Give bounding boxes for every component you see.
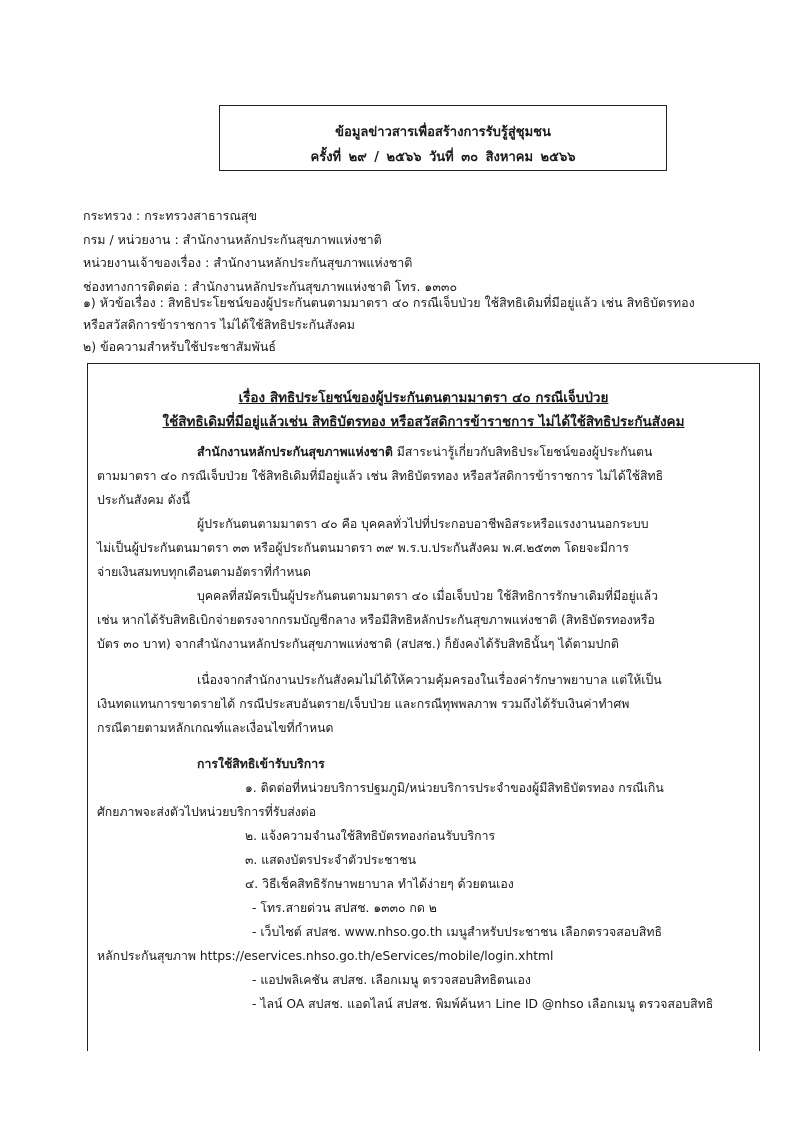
paragraph-1-line-2: ตามมาตรา ๔๐ กรณีเจ็บป่วย ใช้สิทธิเดิมที่มีอยู่แล้ว เช่น สิทธิบัตรทอง หรือสวัสดิการข้าราชการ ไม่ได้ใช้สิทธิ — [97, 469, 664, 483]
meta-department: กรม / หน่วยงาน : สำนักงานหลักประกันสุขภาพแห่งชาติ — [83, 231, 382, 247]
header-box — [219, 105, 667, 171]
service-item-2: ๒. แจ้งความจำนงใช้สิทธิบัตรทองก่อนรับบริการ — [245, 829, 496, 843]
paragraph-4-line-1: เนื่องจากสำนักงานประกันสังคมไม่ได้ให้ความคุ้มครองในเรื่องค่ารักษาพยาบาล แต่ให้เป็น — [197, 673, 662, 687]
check-channel-website: - เว็บไซต์ สปสช. www.nhso.go.th เมนูสำหรับประชาชน เลือกตรวจสอบสิทธิ — [252, 925, 663, 939]
meta-block — [83, 204, 457, 298]
header-title: ข้อมูลข่าวสารเพื่อสร้างการรับรู้สู่ชุมชน — [335, 125, 551, 140]
topic-item-1-cont: หรือสวัสดิการข้าราชการ ไม่ได้ใช้สิทธิประกันสังคม — [83, 317, 356, 332]
service-item-3: ๓. แสดงบัตรประจำตัวประชาชน — [245, 853, 417, 867]
paragraph-4-line-3: กรณีตายตามหลักเกณฑ์และเงื่อนไขที่กำหนด — [97, 721, 334, 735]
service-item-4: ๔. วิธีเช็คสิทธิรักษาพยาบาล ทำได้ง่ายๆ ด้วยตนเอง — [245, 877, 514, 891]
paragraph-1-text: มีสาระน่ารู้เกี่ยวกับสิทธิประโยชน์ของผู้ประกันตน — [392, 445, 653, 459]
meta-owner: หน่วยงานเจ้าของเรื่อง : สำนักงานหลักประกันสุขภาพแห่งชาติ — [83, 255, 413, 270]
check-channel-phone: - โทร.สายด่วน สปสช. ๑๓๓๐ กด ๒ — [252, 901, 437, 915]
check-channel-app: - แอปพลิเคชัน สปสช. เลือกเมนู ตรวจสอบสิทธิตนเอง — [252, 973, 531, 987]
paragraph-1-line-3: ประกันสังคม ดังนี้ — [97, 493, 191, 507]
services-heading — [97, 752, 747, 776]
paragraph-2-line-1: ผู้ประกันตนตามมาตรา ๔๐ คือ บุคคลทั่วไปที่ประกอบอาชีพอิสระหรือแรงงานนอกระบบ — [197, 517, 649, 531]
service-item-1: ๑. ติดต่อที่หน่วยบริการปฐมภูมิ/หน่วยบริการประจำของผู้มีสิทธิบัตรทอง กรณีเกิน — [245, 781, 664, 795]
paragraph-4-line-2: เงินทดแทนการขาดรายได้ กรณีประสบอันตราย/เจ็บป่วย และกรณีทุพพลภาพ รวมถึงได้รับเงินค่าทำศพ — [97, 697, 630, 711]
topic-item-2: ๒) ข้อความสำหรับใช้ประชาสัมพันธ์ — [83, 339, 277, 354]
paragraph-3-line-1: บุคคลที่สมัครเป็นผู้ประกันตนตามมาตรา ๔๐ เมื่อเจ็บป่วย ใช้สิทธิการรักษาเดิมที่มีอยู่แล้ว — [197, 589, 659, 603]
paragraph-2-line-3: จ่ายเงินสมทบทุกเดือนตามอัตราที่กำหนด — [97, 565, 311, 579]
service-item-1-cont: ศักยภาพจะส่งตัวไปหน่วยบริการที่รับส่งต่อ — [97, 805, 317, 819]
article-body — [97, 440, 747, 1016]
meta-contact: ช่องทางการติดต่อ : สำนักงานหลักประกันสุขภาพแห่งชาติ โทร. ๑๓๓๐ — [83, 278, 458, 294]
meta-ministry: กระทรวง : กระทรวงสาธารณสุข — [83, 208, 258, 223]
paragraph-1-lead: สำนักงานหลักประกันสุขภาพแห่งชาติ — [197, 445, 393, 459]
topic-item-1: ๑) หัวข้อเรื่อง : สิทธิประโยชน์ของผู้ประกันตนตามมาตรา ๔๐ กรณีเจ็บป่วย ใช้สิทธิเดิมที่มีอยู่แล้ว เช่น สิทธิบัตรทอง — [83, 295, 695, 310]
topic-block — [83, 292, 763, 358]
header-issue-date: ครั้งที่ ๒๙ / ๒๕๖๖ วันที่ ๓๐ สิงหาคม ๒๕๖๖ — [310, 150, 576, 165]
services-heading-text: การใช้สิทธิเข้ารับบริการ — [197, 757, 325, 771]
check-channel-line: - ไลน์ OA สปสช. แอดไลน์ สปสช. พิมพ์ค้นหา Line ID @nhso เลือกเมนู ตรวจสอบสิทธิ — [252, 997, 714, 1011]
paragraph-2-line-2: ไม่เป็นผู้ประกันตนมาตรา ๓๓ หรือผู้ประกันตนมาตรา ๓๙ พ.ร.บ.ประกันสังคม พ.ศ.๒๕๓๓ โดยจะมีการ — [97, 541, 629, 555]
article-title-line1: เรื่อง สิทธิประโยชน์ของผู้ประกันตนตามมาตรา ๔๐ กรณีเจ็บป่วย — [238, 390, 609, 406]
paragraph-1-line-1 — [97, 440, 747, 464]
check-channel-website-url: หลักประกันสุขภาพ https://eservices.nhso.go.th/eServices/mobile/login.xhtml — [97, 949, 554, 963]
paragraph-3-line-3: บัตร ๓๐ บาท) จากสำนักงานหลักประกันสุขภาพแห่งชาติ (สปสช.) ก็ยังคงได้รับสิทธินั้นๆ ได้ตามปกติ — [97, 637, 619, 651]
article-title-line2: ใช้สิทธิเดิมที่มีอยู่แล้วเช่น สิทธิบัตรทอง หรือสวัสดิการข้าราชการ ไม่ได้ใช้สิทธิประกันสังคม — [162, 414, 685, 430]
paragraph-3-line-2: เช่น หากได้รับสิทธิเบิกจ่ายตรงจากกรมบัญชีกลาง หรือมีสิทธิหลักประกันสุขภาพแห่งชาติ (สิทธิบัตรทองหรือ — [97, 613, 655, 627]
